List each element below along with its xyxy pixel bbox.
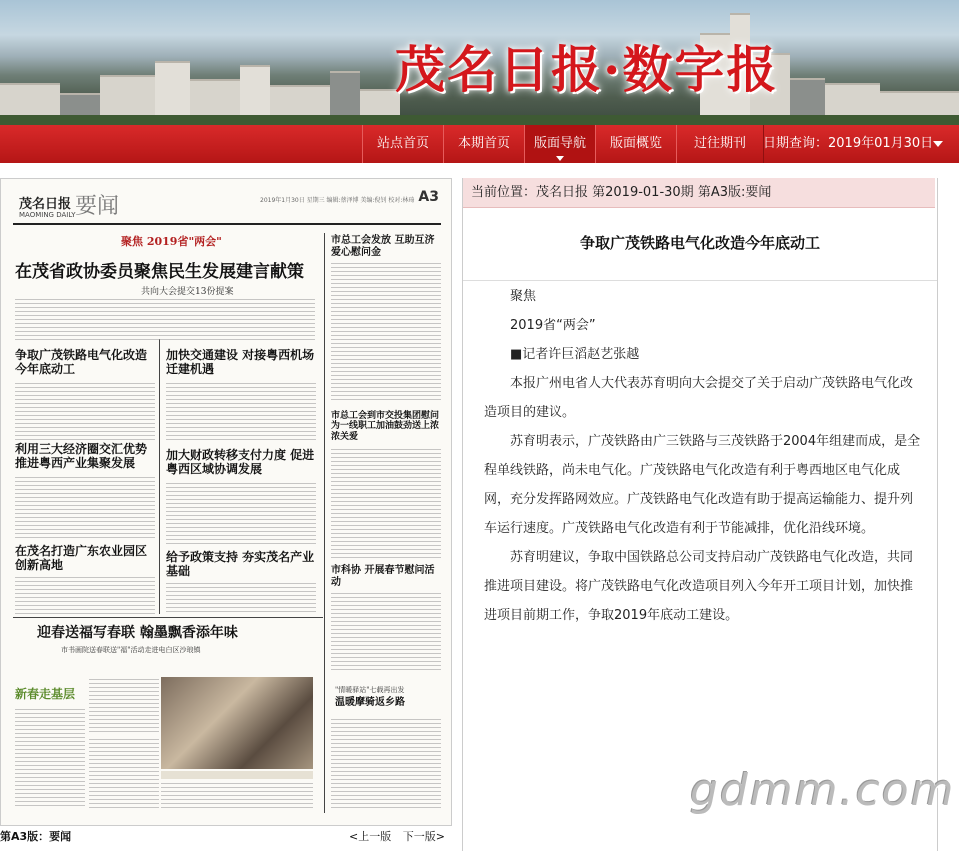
article-divider	[463, 280, 937, 281]
paper-logo: 茂名日报	[19, 197, 72, 212]
headline-rail[interactable]: 争取广茂铁路电气化改造今年底动工	[15, 348, 148, 376]
nav-issue-home[interactable]: 本期首页	[443, 125, 525, 163]
spring-column-logo: 新春走基层	[15, 687, 76, 701]
paper-tag: 聚焦 2019省"两会"	[121, 235, 222, 248]
dropdown-arrow-icon[interactable]	[933, 141, 943, 147]
headline-transport[interactable]: 加快交通建设 对接粤西机场迁建机遇	[166, 348, 315, 376]
header-banner	[0, 0, 959, 125]
breadcrumb: 当前位置：茂名日报 第2019-01-30期 第A3版:要闻	[463, 178, 935, 208]
headline-union2[interactable]: 市总工会到市交投集团慰问 为一线职工加油鼓劲送上浓浓关爱	[331, 411, 440, 442]
headline-agri[interactable]: 在茂名打造广东农业园区创新高地	[15, 544, 148, 572]
paper-masthead	[13, 187, 441, 225]
spring-photo	[161, 677, 313, 769]
site-watermark: gdmm.com	[690, 765, 956, 816]
article-paragraph: 本报广州电省人大代表苏育明向大会提交了关于启动广茂铁路电气化改造项目的建议。	[484, 376, 914, 420]
paper-date-line: 2019年1月30日 星期三 编辑:蔡泽博 美编:倪钊 校对:林琦	[260, 197, 415, 204]
page-pager	[349, 828, 453, 844]
nav-past-issues[interactable]: 过往期刊	[676, 125, 764, 163]
paper-section-title: 要闻	[75, 194, 120, 219]
main-nav	[0, 125, 959, 163]
article-panel	[462, 178, 938, 851]
headline-policy[interactable]: 给予政策支持 夯实茂名产业基础	[166, 550, 315, 578]
headline-main-sub: 共向大会提交13份提案	[141, 287, 234, 297]
article-paragraph: 苏育明表示，广茂铁路由广三铁路与三茂铁路于2004年组建而成，是全程单线铁路，尚未电气化。广茂铁路电气化改造有利于粤西地区电气化成网，充分发挥路网效应。广茂铁路电气化改造有助于提高运输能力、提升列车运行速度。广茂铁路电气化改造有利于节能减排，优化沿线环境。	[484, 434, 921, 536]
next-page-link[interactable]: 下一版>	[402, 830, 445, 843]
headline-warm-sub: "情暖驿站"七载再出发	[335, 686, 405, 694]
nav-layout-nav-label: 版面导航	[533, 136, 586, 151]
article-body	[484, 282, 924, 630]
headline-industry[interactable]: 利用三大经济圈交汇优势 推进粤西产业集聚发展	[15, 442, 148, 470]
current-page-label: 第A3版：要闻	[0, 830, 72, 843]
headline-finance[interactable]: 加大财政转移支付力度 促进粤西区域协调发展	[166, 448, 315, 476]
date-query-select[interactable]: 日期查询：2019年01月30日	[763, 136, 934, 151]
prev-page-link[interactable]: <上一版	[349, 830, 392, 843]
headline-spring-sub: 市书画院送春联送"福"活动走进电白区沙琅镇	[61, 646, 201, 654]
nav-layout-nav[interactable]	[524, 125, 596, 163]
paper-page-number: A3	[418, 189, 439, 205]
headline-warm[interactable]: 温暖摩骑返乡路	[335, 697, 405, 708]
nav-site-home[interactable]: 站点首页	[362, 125, 444, 163]
article-title: 争取广茂铁路电气化改造今年底动工	[579, 234, 820, 252]
caret-down-icon	[556, 156, 564, 161]
headline-sci[interactable]: 市科协 开展春节慰问活动	[331, 565, 435, 588]
headline-spring[interactable]: 迎春送福写春联 翰墨飘香添年味	[37, 625, 238, 641]
nav-layout-overview[interactable]: 版面概览	[595, 125, 677, 163]
newspaper-page-image[interactable]	[0, 178, 452, 826]
headline-union[interactable]: 市总工会发放 互助互济爱心慰问金	[331, 235, 435, 258]
article-paragraph: 2019省“两会”	[510, 318, 596, 333]
article-paragraph: 聚焦	[510, 289, 537, 304]
headline-main[interactable]: 在茂省政协委员聚焦民生发展建言献策	[15, 262, 304, 282]
article-paragraph: 苏育明建议，争取中国铁路总公司支持启动广茂铁路电气化改造，共同推进项目建设。将广茂铁路电气化改造项目列入今年开工项目计划，加快推进项目前期工作，争取2019年底动工建设。	[484, 550, 914, 623]
paper-logo-sub: MAOMING DAILY	[19, 211, 76, 219]
article-paragraph: ■记者许巨滔赵艺张越	[510, 347, 640, 362]
site-logo[interactable]: 茂名日报·数字报	[395, 40, 779, 99]
